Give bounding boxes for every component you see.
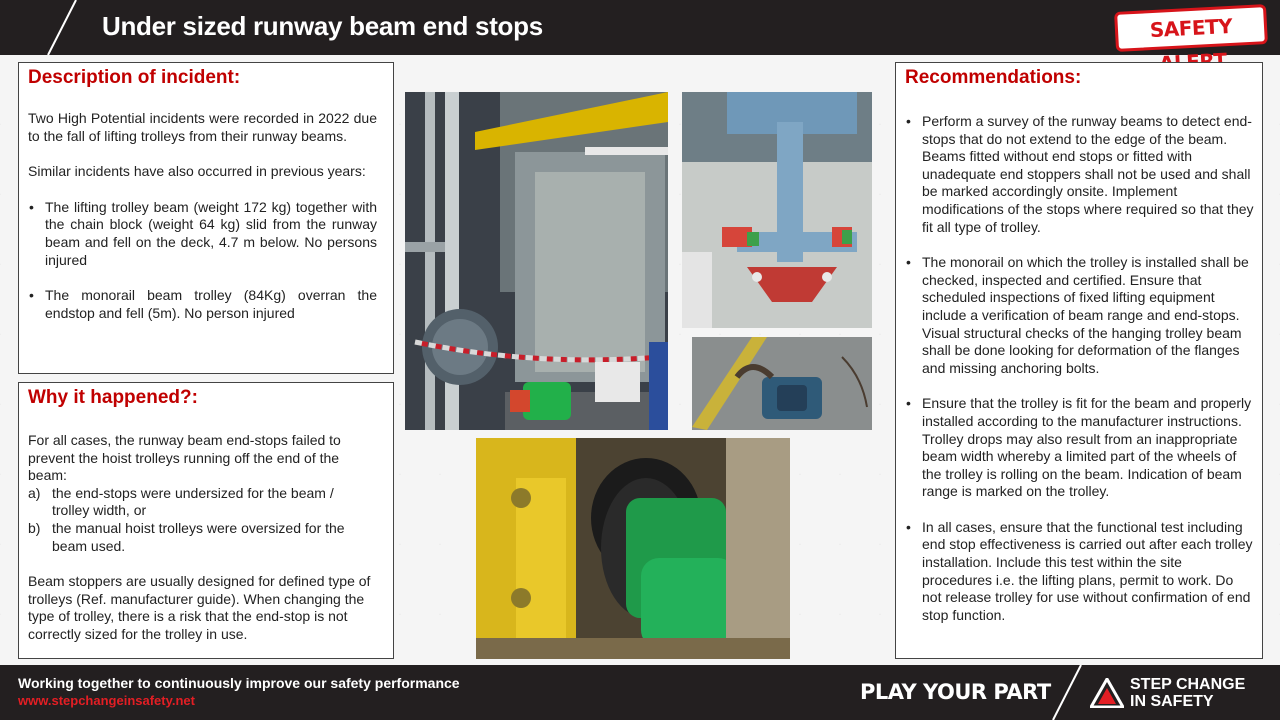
recommendations-panel [895,62,1263,659]
step-change-logo-icon [1090,678,1124,708]
cause-text: the end-stops were undersized for the beam / trolley width, or [52,484,334,519]
brand-line-2: IN SAFETY [1130,693,1214,710]
play-your-part-label: PLAY YOUR PART [860,680,1051,704]
recommendation-item: • Ensure that the trolley is fit for the beam and properly installed according to the manufacturer instructions. Trolley drops may also result from an inappropriate beam width whereby a limited part of the wheels of the trolley is rolling on the beam. Indication of beam range is marked on the trolley. [905,395,1255,501]
cause-item [28,485,373,520]
recommendation-item: • The monorail on which the trolley is installed shall be checked, inspected and certified. Ensure that scheduled inspections of fixed lifting equipment include a verification of beam range and end-stops. Visual structural checks of the hanging trolley beam shall be done looking for deformation of the flanges and missing anchoring bolts. [905,254,1255,377]
recommendation-item: • In all cases, ensure that the functional test including end stop effectiveness is carried out after each trolley installation. Include this test within the site procedures i.e. the lifting plans, permit to work. Do not release trolley for use without confirmation of end stop function. [905,519,1255,625]
footer-slash-decoration [1045,665,1085,720]
footer-tagline: Working together to continuously improve our safety performance [18,675,460,691]
description-panel [18,62,394,374]
safety-alert-label: SAFETY [1149,13,1233,43]
fallen-chain-block-image [692,337,872,430]
recommendations-heading: Recommendations: [905,67,1082,88]
trolley-wheel-image [476,438,790,659]
beam-end-stop-image [682,92,872,328]
why-paragraph-1: For all cases, the runway beam end-stops failed to prevent the hoist trolleys running off the end of the beam: [28,432,341,484]
safety-alert-stamp [1114,4,1268,52]
footer-bar [0,665,1280,720]
incident-item: • The lifting trolley beam (weight 172 kg) together with the chain block (weight 64 kg) slid from the runway beam and fell on the deck, 4.7 m below. No persons injured [28,199,377,269]
recommendation-list [905,113,1255,624]
photo-fallen-chain-block [692,337,872,430]
why-heading: Why it happened?: [28,387,198,408]
header-bar [0,0,1280,55]
cause-list [28,485,373,555]
why-panel [18,382,394,659]
incident-item: • The monorail beam trolley (84Kg) overran the endstop and fell (5m). No person injured [28,287,377,322]
photo-trolley-wheel-end-stop [476,438,790,659]
cause-marker: b) [28,519,41,536]
photo-beam-end-stop [682,92,872,328]
step-change-brand [1130,676,1245,710]
recommendation-item: • Perform a survey of the runway beams to detect end-stops that do not extend to the edge of the beam. Beams fitted without end stops or fitted with unadequate end stoppers shall not be used and shall be marked accordingly onsite. Implement modifications of the stops where required so that they fit all type of trolley. [905,113,1255,236]
why-paragraph-2: Beam stoppers are usually designed for defined type of trolleys (Ref. manufacturer guide). When changing the type of trolley, there is a risk that the end-stop is not correctly sized for the trolley in use. [28,573,371,642]
header-slash-decoration [40,0,80,55]
brand-line-1: STEP CHANGE [1130,676,1246,693]
description-heading: Description of incident: [28,67,241,88]
photo-platform-trolley-scene [405,92,668,430]
footer-website-link[interactable]: www.stepchangeinsafety.net [18,693,195,708]
platform-scene-image [405,92,668,430]
cause-marker: a) [28,484,41,501]
page-title: Under sized runway beam end stops [102,11,543,41]
incident-list [28,199,377,323]
cause-text: the manual hoist trolleys were oversized for the beam used. [52,519,345,554]
cause-item [28,520,373,555]
description-paragraph-2: Similar incidents have also occurred in previous years: [28,163,366,180]
description-paragraph-1: Two High Potential incidents were recorded in 2022 due to the fall of lifting trolleys from their runway beams. [28,110,377,144]
